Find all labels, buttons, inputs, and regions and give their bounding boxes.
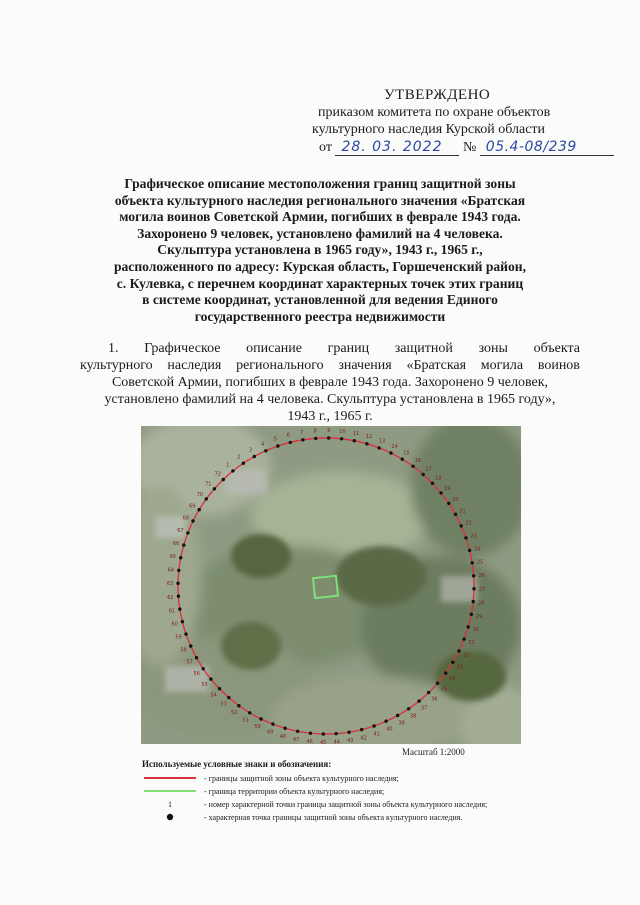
boundary-point	[457, 649, 460, 652]
boundary-point	[177, 595, 180, 598]
boundary-point-number: 13	[378, 438, 386, 445]
satellite-map-image	[141, 426, 521, 744]
legend-text: - границы защитной зоны объекта культурного наследия;	[204, 774, 399, 783]
paragraph-word: описание	[246, 341, 302, 356]
paragraph-word: «Братская	[406, 358, 467, 373]
boundary-point-number: 57	[186, 659, 193, 666]
boundary-point-number: 43	[347, 738, 354, 744]
boundary-point	[301, 438, 304, 441]
boundary-point-number: 68	[182, 515, 189, 522]
boundary-point-number: 14	[391, 443, 398, 450]
boundary-point-number: 36	[431, 696, 438, 703]
boundary-point	[191, 519, 194, 522]
boundary-point	[335, 732, 338, 735]
boundary-point	[222, 478, 225, 481]
boundary-point	[264, 449, 267, 452]
boundary-point-number: 38	[409, 713, 417, 720]
boundary-point-number: 70	[196, 492, 204, 499]
boundary-point-number: 54	[210, 692, 217, 699]
red-line-icon	[142, 772, 198, 785]
boundary-point	[189, 644, 192, 647]
boundary-point	[205, 497, 208, 500]
boundary-point	[431, 482, 434, 485]
boundary-point-number: 62	[167, 594, 174, 601]
approval-date-line	[319, 138, 616, 158]
boundary-point	[184, 632, 187, 635]
paragraph-word: наследия	[167, 358, 222, 373]
title-line: объекта культурного наследия регионального значения «Братская	[114, 192, 526, 208]
boundary-point	[322, 732, 325, 735]
boundary-point	[237, 704, 240, 707]
title-line: Скульптура установлена в 1965 году», 1943 г., 1965 г.,	[157, 242, 483, 258]
boundary-point-number: 18	[435, 475, 442, 482]
boundary-point	[472, 587, 475, 590]
boundary-point	[271, 722, 274, 725]
green-line-icon	[142, 785, 198, 798]
paragraph-line-2	[80, 357, 580, 374]
boundary-point	[202, 667, 205, 670]
boundary-point	[365, 442, 368, 445]
boundary-point-number: 47	[292, 737, 300, 744]
boundary-point	[182, 543, 185, 546]
boundary-point-number: 28	[477, 600, 485, 607]
boundary-point-number: 23	[470, 533, 477, 540]
boundary-point	[209, 677, 212, 680]
boundary-point-number: 50	[254, 724, 261, 731]
boundary-point-number: 44	[333, 739, 340, 744]
boundary-point-number: 48	[279, 733, 287, 740]
boundary-point-number: 17	[425, 466, 432, 473]
boundary-point-number: 65	[169, 554, 177, 561]
boundary-point	[389, 451, 392, 454]
title-line: Графическое описание местоположения границ защитной зоны	[124, 176, 516, 191]
boundary-point	[218, 687, 221, 690]
boundary-point-number: 25	[476, 559, 484, 566]
boundary-point-number: 59	[175, 634, 182, 641]
boundary-point	[471, 561, 474, 564]
legend-text: - характерная точка границы защитной зоны объекта культурного наследия.	[204, 813, 463, 822]
boundary-point	[427, 691, 430, 694]
boundary-point	[177, 569, 180, 572]
paragraph-word: защитной	[394, 341, 453, 356]
boundary-point	[447, 502, 450, 505]
paragraph-number: 1.	[108, 341, 119, 356]
paragraph-word: объекта	[533, 341, 580, 356]
paragraph-word: Графическое	[144, 341, 221, 356]
boundary-point	[227, 696, 230, 699]
boundary-point-number: 32	[463, 652, 470, 659]
legend-row-zone-boundary	[142, 772, 562, 785]
paragraph-line-1	[80, 340, 580, 357]
approval-stamp-block	[312, 86, 616, 158]
boundary-point-number: 26	[478, 573, 485, 580]
boundary-point-number: 41	[373, 731, 380, 738]
boundary-point-number: 3	[248, 447, 253, 454]
approval-line-1: приказом комитета по охране объектов	[318, 105, 551, 120]
boundary-point	[178, 607, 181, 610]
title-line: государственного реестра недвижимости	[194, 308, 446, 324]
boundary-point-number: 52	[231, 710, 238, 717]
boundary-point	[417, 699, 420, 702]
map-scale: Масштаб 1:2000	[402, 747, 465, 757]
paragraph-word: значения	[338, 358, 392, 373]
boundary-map	[141, 426, 521, 744]
boundary-point	[460, 524, 463, 527]
boundary-point-number: 9	[327, 428, 331, 434]
boundary-point-number: 15	[403, 450, 410, 457]
boundary-point-number: 22	[465, 520, 472, 527]
boundary-point-number: 37	[420, 705, 428, 712]
boundary-point-number: 1	[226, 462, 230, 469]
boundary-point	[259, 717, 262, 720]
boundary-point-number: 56	[193, 671, 200, 678]
boundary-point-number: 31	[468, 640, 475, 646]
boundary-point	[439, 491, 442, 494]
boundary-point-number: 21	[459, 508, 466, 515]
boundary-point-number: 39	[398, 720, 405, 727]
paragraph-word: могила	[480, 358, 524, 373]
boundary-point	[248, 711, 251, 714]
boundary-point-number: 34	[448, 675, 456, 682]
legend-text: - граница территории объекта культурного наследия;	[204, 787, 385, 796]
boundary-point	[467, 625, 470, 628]
boundary-point-number: 55	[201, 682, 208, 689]
document-title	[80, 176, 560, 325]
boundary-point-number: 66	[172, 540, 180, 547]
satellite-background	[141, 426, 521, 744]
boundary-point-number: 6	[286, 432, 290, 439]
boundary-point-number: 27	[478, 586, 486, 593]
boundary-point-number: 46	[306, 739, 313, 744]
boundary-point-number: 45	[320, 740, 327, 744]
boundary-point-number: 11	[352, 430, 360, 437]
boundary-point-number: 51	[242, 717, 249, 724]
paragraph-line-4: установлено фамилий на 4 человека. Скульптура установлена в 1965 году»,	[104, 392, 556, 407]
boundary-point-number: 24	[474, 546, 481, 553]
boundary-point-number: 2	[237, 454, 241, 461]
boundary-point-number: 49	[266, 729, 274, 736]
paragraph-word: границ	[327, 341, 370, 356]
boundary-point-number: 53	[220, 701, 227, 708]
boundary-point	[384, 720, 387, 723]
boundary-point	[176, 582, 179, 585]
paragraph-line-3: Советской Армии, погибших в феврале 1943 года. Захоронено 9 человек,	[111, 375, 549, 390]
number-label: №	[462, 140, 477, 155]
boundary-point-number: 33	[456, 664, 463, 671]
boundary-point	[327, 436, 330, 439]
boundary-point-number: 29	[475, 613, 483, 620]
boundary-point	[470, 613, 473, 616]
boundary-point-number: 64	[167, 567, 175, 574]
boundary-point-number: 63	[166, 581, 174, 588]
title-line: в системе координат, установленной для ведения Единого	[142, 292, 498, 308]
boundary-point	[396, 714, 399, 717]
dot-icon	[142, 811, 198, 824]
boundary-point-number: 30	[472, 627, 480, 634]
boundary-point-number: 42	[360, 735, 367, 742]
boundary-point	[411, 465, 414, 468]
boundary-point-number: 10	[339, 428, 346, 435]
boundary-point-number: 20	[452, 496, 459, 503]
approval-line-2: культурного наследия Курской области	[312, 122, 546, 137]
boundary-point	[472, 574, 475, 577]
boundary-point	[242, 462, 245, 465]
legend-row-point	[142, 811, 562, 824]
boundary-point	[198, 508, 201, 511]
boundary-point	[454, 513, 457, 516]
paragraph-word: культурного	[80, 358, 153, 373]
title-line: расположенного по адресу: Курская область, Горшеченский район,	[113, 258, 527, 274]
boundary-point	[340, 437, 343, 440]
paragraph-word: воинов	[537, 358, 580, 373]
legend-heading: Используемые условные знаки и обозначения:	[142, 759, 332, 769]
boundary-point	[407, 707, 410, 710]
boundary-point	[451, 661, 454, 664]
paragraph-line-5: 1943 г., 1965 г.	[287, 409, 373, 424]
boundary-point	[401, 458, 404, 461]
boundary-point	[253, 455, 256, 458]
boundary-point	[347, 731, 350, 734]
boundary-point	[289, 441, 292, 444]
legend-text: - номер характерной точки границы защитной зоны объекта культурного наследия;	[204, 800, 488, 809]
from-label: от	[319, 140, 332, 155]
description-paragraph	[80, 340, 580, 425]
paragraph-word: регионального	[236, 358, 324, 373]
boundary-point-number: 5	[273, 436, 277, 443]
map-legend	[142, 759, 562, 824]
boundary-point	[360, 728, 363, 731]
title-line: с. Кулевка, с перечнем координат характерных точек этих границ	[116, 275, 524, 291]
boundary-point	[472, 600, 475, 603]
boundary-point	[186, 531, 189, 534]
boundary-point-number: 19	[444, 485, 451, 492]
boundary-point	[276, 444, 279, 447]
boundary-point	[213, 487, 216, 490]
boundary-point	[179, 556, 182, 559]
boundary-point	[283, 727, 286, 730]
boundary-point-number: 35	[440, 686, 447, 693]
handwritten-date: 28. 03. 2022	[335, 139, 459, 156]
boundary-point-number: 61	[168, 608, 176, 615]
boundary-point	[372, 724, 375, 727]
boundary-point	[422, 473, 425, 476]
boundary-point	[468, 549, 471, 552]
boundary-point	[464, 536, 467, 539]
boundary-point-number: 72	[214, 471, 221, 478]
boundary-point-number: 67	[177, 528, 184, 534]
legend-row-territory	[142, 785, 562, 798]
boundary-point	[377, 446, 380, 449]
point-number-sample: 1	[168, 800, 172, 809]
boundary-point	[309, 732, 312, 735]
boundary-point	[296, 730, 299, 733]
boundary-point-number: 8	[313, 428, 317, 435]
boundary-point-number: 7	[300, 429, 304, 436]
title-line: Захоронено 9 человек, установлено фамилий на 4 человека.	[137, 225, 503, 241]
paragraph-word: зоны	[478, 341, 508, 356]
boundary-point-number: 58	[180, 647, 187, 654]
boundary-point-number: 16	[414, 457, 421, 464]
boundary-point	[231, 469, 234, 472]
boundary-point-number: 40	[386, 726, 393, 733]
boundary-point	[181, 620, 184, 623]
boundary-point-number: 4	[261, 441, 265, 448]
title-line: могила воинов Советской Армии, погибших в феврале 1943 года.	[119, 209, 521, 225]
legend-row-point-number	[142, 798, 562, 811]
boundary-point	[314, 437, 317, 440]
boundary-point-number: 71	[205, 481, 212, 488]
boundary-point	[444, 671, 447, 674]
boundary-point-number: 69	[189, 503, 196, 510]
boundary-point-number: 12	[365, 434, 373, 441]
boundary-point	[436, 682, 439, 685]
boundary-point	[353, 439, 356, 442]
handwritten-order-number: 05.4-08/239	[480, 139, 614, 156]
boundary-point	[195, 656, 198, 659]
boundary-point	[462, 637, 465, 640]
approval-heading: УТВЕРЖДЕНО	[384, 87, 491, 103]
boundary-point-number: 60	[171, 621, 178, 628]
